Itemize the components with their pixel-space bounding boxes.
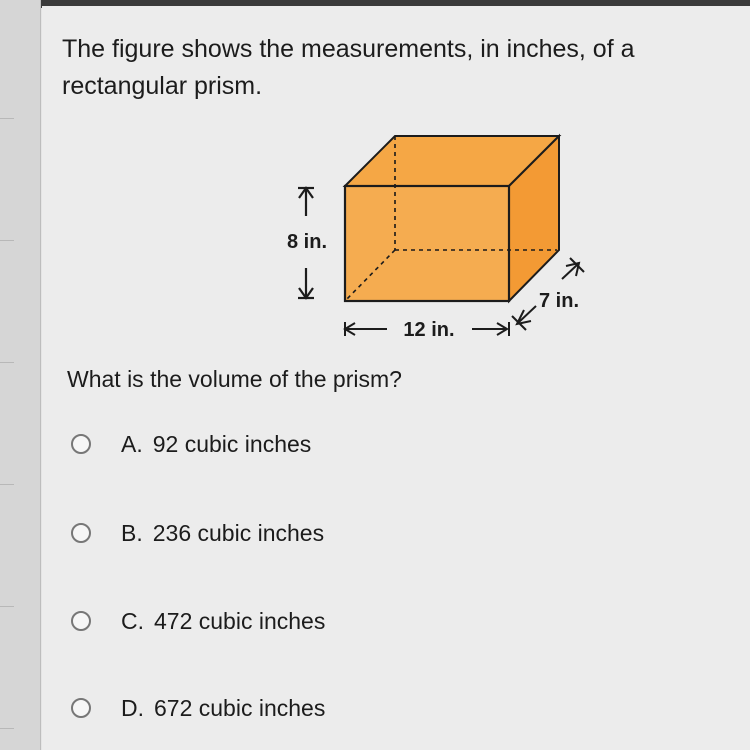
prism-diagram: [232, 126, 592, 356]
option-letter: C.: [121, 607, 144, 634]
radio-button-icon[interactable]: [71, 434, 91, 454]
option-letter: D.: [121, 694, 144, 721]
option-text: 236 cubic inches: [152, 519, 325, 546]
radio-button-icon[interactable]: [71, 698, 91, 718]
option-a[interactable]: [64, 424, 311, 464]
question-text: The figure shows the measurements, in inches, of a rectangular prism.: [62, 35, 635, 100]
left-panel-edge: [0, 0, 41, 750]
option-c[interactable]: [64, 601, 325, 641]
prism-figure: [232, 126, 592, 356]
depth-label: 7 in.: [538, 290, 580, 312]
radio-button-icon[interactable]: [71, 611, 91, 631]
question-prompt: What is the volume of the prism?: [67, 366, 402, 392]
option-text: 472 cubic inches: [154, 607, 326, 634]
width-label: 12 in.: [403, 319, 455, 341]
option-b[interactable]: [64, 513, 324, 553]
question-page: [42, 6, 750, 750]
option-text: 672 cubic inches: [154, 694, 326, 721]
option-text: 92 cubic inches: [152, 430, 312, 457]
height-dimension: [287, 188, 327, 298]
height-label: 8 in.: [286, 231, 328, 253]
option-letter: B.: [121, 519, 143, 546]
prism-front-face: [345, 186, 509, 301]
radio-button-icon[interactable]: [71, 523, 91, 543]
width-dimension: [345, 319, 509, 341]
option-d[interactable]: [64, 688, 325, 728]
option-letter: A.: [121, 430, 143, 457]
